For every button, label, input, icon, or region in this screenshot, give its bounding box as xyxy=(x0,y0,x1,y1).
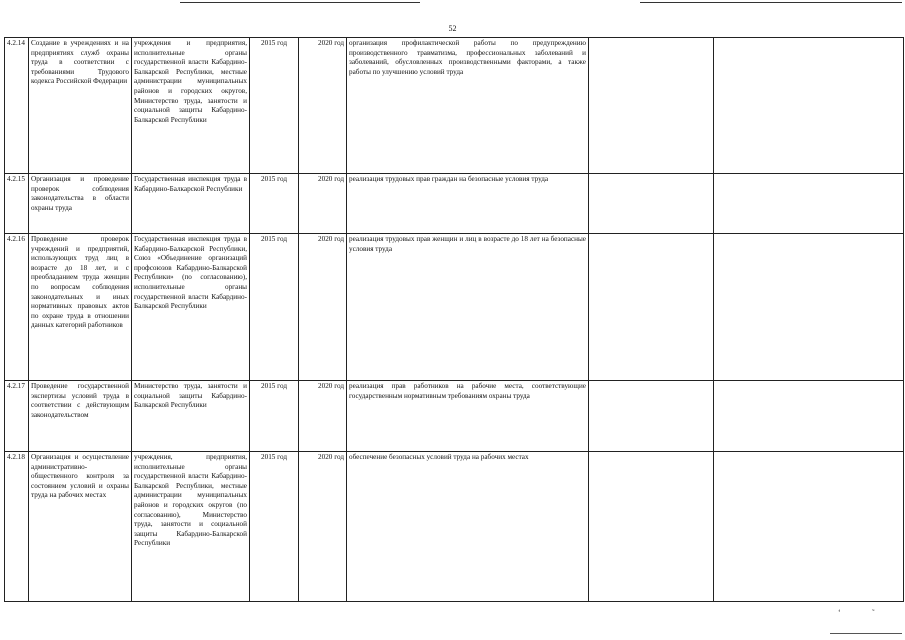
responsible-executor: Государственная инспекция труда в Кабардино-Балкарской Республики xyxy=(132,174,250,234)
scan-speck: ʻ xyxy=(838,608,841,617)
end-year: 2020 год xyxy=(299,452,347,602)
end-year: 2020 год xyxy=(299,381,347,452)
table-row xyxy=(5,174,904,234)
responsible-executor: учреждения и предприятия, исполнительные органы государственной власти Кабардино-Балкарской Республики, местные администрации муниципальных районов и городских округов, Министерство труда, занятости и социальной защиты Кабардино-Балкарской Республики xyxy=(132,38,250,174)
page-number: 52 xyxy=(448,24,457,33)
row-number: 4.2.18 xyxy=(5,452,29,602)
expected-result: реализация прав работников на рабочие места, соответствующие государственным нормативным требованиям охраны труда xyxy=(347,381,589,452)
end-year: 2020 год xyxy=(299,38,347,174)
responsible-executor: Государственная инспекция труда в Кабардино-Балкарской Республики, Союз «Объединение организаций профсоюзов Кабардино-Балкарской Республики» (по согласованию), исполнительные органы государственной власти Кабардино-Балкарской Республики xyxy=(132,234,250,381)
table-row xyxy=(5,234,904,381)
empty-cell xyxy=(589,174,714,234)
expected-result: обеспечение безопасных условий труда на рабочих местах xyxy=(347,452,589,602)
row-number: 4.2.14 xyxy=(5,38,29,174)
activity-name: Проведение государственной экспертизы условий труда в соответствии с действующим законодательством xyxy=(29,381,132,452)
program-activities-table xyxy=(4,37,904,602)
table-row xyxy=(5,38,904,174)
expected-result: реализация трудовых прав граждан на безопасные условия труда xyxy=(347,174,589,234)
scan-top-edge-marks xyxy=(0,0,905,10)
end-year: 2020 год xyxy=(299,234,347,381)
empty-cell xyxy=(589,381,714,452)
responsible-executor: учреждения, предприятия, исполнительные органы государственной власти Кабардино-Балкарской Республики, местные администрации муниципальных районов и городских округов (по согласованию), Министерство труда, занятости и социальной защиты Кабардино-Балкарской Республики xyxy=(132,452,250,602)
activity-name: Проведение проверок учреждений и предприятий, использующих труд лиц в возрасте до 18 лет, и с преобладанием труда женщин по вопросам соблюдения законодательных и иных нормативных правовых актов по охране труда в отношении данных категорий работников xyxy=(29,234,132,381)
row-number: 4.2.15 xyxy=(5,174,29,234)
empty-cell xyxy=(714,452,904,602)
start-year: 2015 год xyxy=(250,234,299,381)
start-year: 2015 год xyxy=(250,452,299,602)
expected-result: реализация трудовых прав женщин и лиц в возрасте до 18 лет на безопасные условия труда xyxy=(347,234,589,381)
start-year: 2015 год xyxy=(250,174,299,234)
empty-cell xyxy=(589,234,714,381)
row-number: 4.2.16 xyxy=(5,234,29,381)
empty-cell xyxy=(714,174,904,234)
empty-cell xyxy=(589,452,714,602)
row-number: 4.2.17 xyxy=(5,381,29,452)
end-year: 2020 год xyxy=(299,174,347,234)
empty-cell xyxy=(714,38,904,174)
table-row xyxy=(5,452,904,602)
responsible-executor: Министерство труда, занятости и социальной защиты Кабардино-Балкарской Республики xyxy=(132,381,250,452)
empty-cell xyxy=(714,381,904,452)
empty-cell xyxy=(589,38,714,174)
table-row xyxy=(5,381,904,452)
activity-name: Создание в учреждениях и на предприятиях служб охраны труда в соответствии с требованиями Трудового кодекса Российской Федерации xyxy=(29,38,132,174)
start-year: 2015 год xyxy=(250,38,299,174)
empty-cell xyxy=(714,234,904,381)
start-year: 2015 год xyxy=(250,381,299,452)
activity-name: Организация и осуществление административно-общественного контроля за состоянием условий и охраны труда на рабочих местах xyxy=(29,452,132,602)
activity-name: Организация и проведение проверок соблюдения законодательства в области охраны труда xyxy=(29,174,132,234)
expected-result: организация профилактической работы по предупреждению производственного травматизма, профессиональных заболеваний и заболеваний, обусловленных производственными факторами, а также работы по улучшению условий труда xyxy=(347,38,589,174)
scan-speck: ˜ xyxy=(872,608,875,617)
